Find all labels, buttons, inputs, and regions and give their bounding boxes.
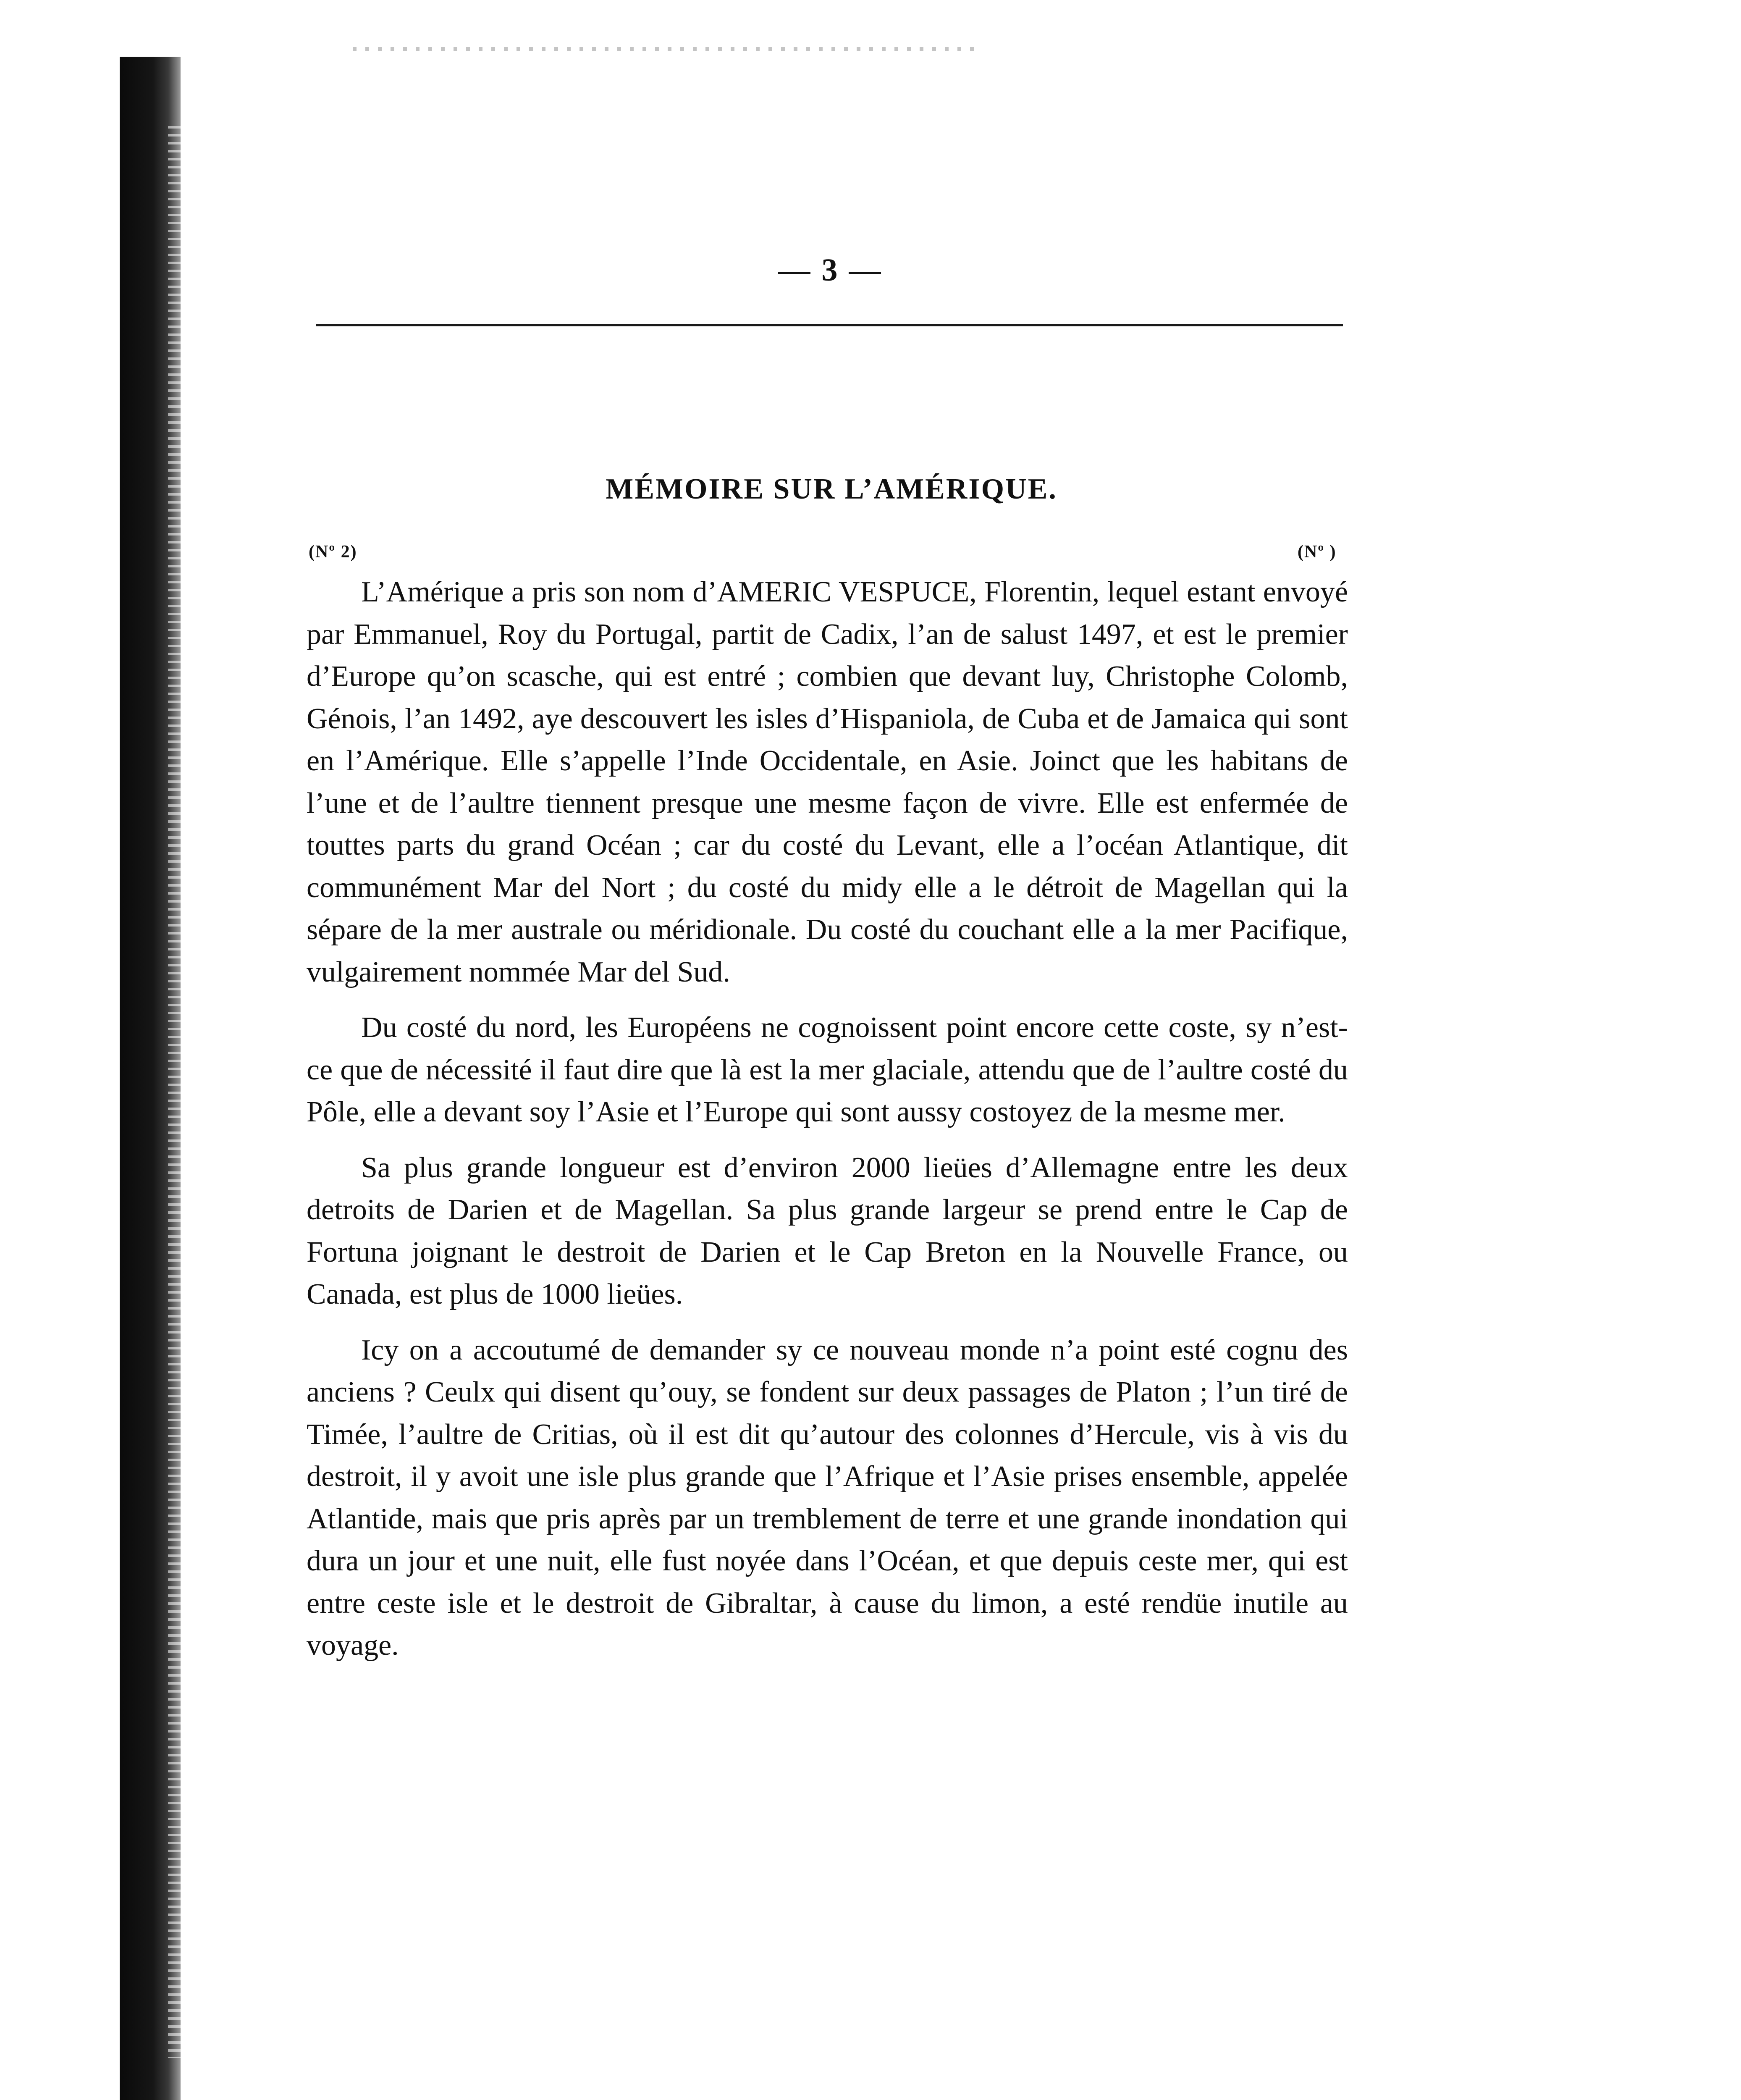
binding-edge-speckle (168, 126, 181, 2058)
scan-noise-top (353, 47, 983, 51)
document-number-right: (Nº ) (1298, 542, 1337, 562)
header-rule (316, 324, 1343, 326)
page-title: MÉMOIRE SUR L’AMÉRIQUE. (606, 473, 1057, 505)
document-number-left: (Nº 2) (309, 542, 357, 562)
page-number: — 3 — (778, 252, 883, 288)
body-text (307, 571, 1348, 1680)
paragraph: Icy on a accoutumé de demander sy ce nouveau monde n’a point esté cognu des anciens ? Ceulx qui disent qu’ouy, se fondent sur deux passages de Platon ; l’un tiré de Timée, l’aultre de Critias, où il est dit qu’autour des colonnes d’Hercule, vis à vis du destroit, il y avoit une isle plus grande que l’Afrique et l’Asie prises ensemble, appelée Atlantide, mais que pris après par un tremblement de terre et une grande inondation qui dura un jour et une nuit, elle fust noyée dans l’Océan, et que depuis ceste mer, qui est entre ceste isle et le destroit de Gibraltar, à cause du limon, a esté rendüe inutile au voyage. (307, 1334, 1348, 1662)
paragraph: Du costé du nord, les Européens ne cognoissent point encore cette coste, sy n’est-ce que de nécessité il faut dire que là est la mer glaciale, attendu que de l’aultre costé du Pôle, elle a devant soy l’Asie et l’Europe qui sont aussy costoyez de la mesme mer. (307, 1011, 1348, 1128)
paragraph: L’Amérique a pris son nom d’AMERIC VESPUCE, Florentin, lequel estant envoyé par Emmanuel, Roy du Portugal, partit de Cadix, l’an de salust 1497, et est le premier d’Europe qu’on scasche, qui est entré ; combien que devant luy, Christophe Colomb, Génois, l’an 1492, aye descouvert les isles d’Hispaniola, de Cuba et de Jamaica qui sont en l’Amérique. Elle s’appelle l’Inde Occidentale, en Asie. Joinct que les habitans de l’une et de l’aultre tiennent presque une mesme façon de vivre. Elle est enfermée de touttes parts du grand Océan ; car du costé du Levant, elle a l’océan Atlantique, dit communément Mar del Nort ; du costé du midy elle a le détroit de Magellan qui la sépare de la mer australe ou méridionale. Du costé du couchant elle a la mer Pacifique, vulgairement nommée Mar del Sud. (307, 576, 1348, 988)
paragraph: Sa plus grande longueur est d’environ 2000 lieües d’Allemagne entre les deux detroits de Darien et de Magellan. Sa plus grande largeur se prend entre le Cap de Fortuna joignant le destroit de Darien et le Cap Breton en la Nouvelle France, ou Canada, est plus de 1000 lieües. (307, 1151, 1348, 1310)
